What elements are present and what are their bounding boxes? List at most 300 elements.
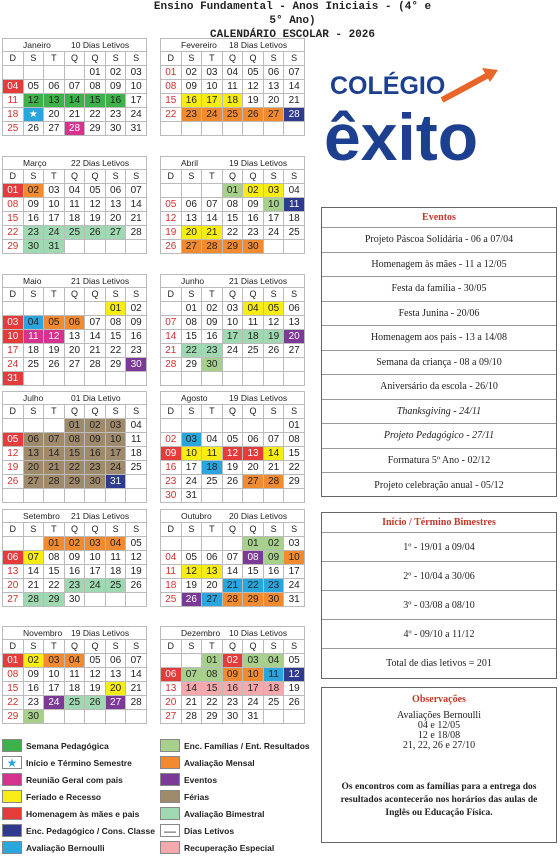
- legend-item: [2, 738, 109, 753]
- legend-item: [2, 772, 123, 787]
- day-cell: [105, 240, 126, 254]
- day-cell: 16: [105, 94, 126, 108]
- day-cell: 13: [105, 198, 126, 212]
- day-cell: 13: [202, 565, 223, 579]
- day-cell: 30: [202, 358, 223, 372]
- month-1: [160, 38, 305, 136]
- day-cell: [44, 372, 65, 386]
- day-cell: 19: [222, 461, 243, 475]
- day-cell: 22: [3, 696, 24, 710]
- month-title: [2, 38, 147, 51]
- day-cell: [161, 419, 182, 433]
- day-cell: 21: [85, 344, 106, 358]
- day-cell: [263, 122, 284, 136]
- day-cell: 27: [181, 240, 202, 254]
- day-cell: 12: [23, 94, 44, 108]
- event-text: Projeto Pedagógico - 27/11: [383, 430, 495, 442]
- day-cell: 30: [85, 475, 106, 489]
- day-cell: 11: [64, 198, 85, 212]
- month-name: Agosto: [181, 393, 208, 403]
- day-cell: 04: [284, 184, 305, 198]
- day-cell: [44, 66, 65, 80]
- day-cell: [202, 419, 223, 433]
- day-cell: 20: [64, 344, 85, 358]
- day-cell: 30: [161, 489, 182, 503]
- day-cell: 11: [3, 94, 24, 108]
- day-cell: 20: [44, 108, 65, 122]
- day-cell: 03: [222, 302, 243, 316]
- legend-swatch: [160, 790, 180, 803]
- observations-title: Observações: [412, 694, 466, 705]
- day-cell: 01: [243, 537, 264, 551]
- observations-panel: [321, 687, 557, 843]
- day-cell: 16: [126, 330, 147, 344]
- month-11: [160, 626, 305, 724]
- day-cell: 22: [284, 461, 305, 475]
- day-cell: [181, 122, 202, 136]
- weekday-header: S: [284, 640, 305, 654]
- day-cell: 14: [85, 330, 106, 344]
- weekday-header: S: [263, 288, 284, 302]
- day-cell: [105, 372, 126, 386]
- day-cell: 20: [284, 330, 305, 344]
- day-cell: [222, 419, 243, 433]
- legend-label: Reunião Geral com pais: [26, 774, 123, 785]
- day-cell: 18: [126, 447, 147, 461]
- day-cell: 04: [64, 654, 85, 668]
- day-cell: [243, 122, 264, 136]
- day-cell: 21: [181, 696, 202, 710]
- day-cell: 20: [105, 212, 126, 226]
- event-text: Projeto Páscoa Solidária - 06 a 07/04: [364, 234, 514, 246]
- day-cell: 15: [105, 330, 126, 344]
- event-text: Homenagem às mães - 11 a 12/05: [371, 258, 507, 270]
- legend-swatch: [160, 807, 180, 820]
- day-cell: 07: [202, 198, 223, 212]
- day-cell: 26: [222, 475, 243, 489]
- day-cell: 07: [64, 80, 85, 94]
- day-cell: 09: [23, 668, 44, 682]
- month-name: Janeiro: [23, 40, 51, 50]
- day-cell: 08: [64, 433, 85, 447]
- day-cell: 12: [243, 80, 264, 94]
- day-cell: 07: [126, 654, 147, 668]
- legend-swatch: [160, 773, 180, 786]
- day-cell: 03: [243, 654, 264, 668]
- weekday-header: T: [202, 170, 223, 184]
- day-cell: 26: [243, 108, 264, 122]
- day-cell: 23: [105, 108, 126, 122]
- day-cell: 25: [23, 358, 44, 372]
- weekday-header: D: [161, 52, 182, 66]
- day-cell: 17: [263, 212, 284, 226]
- day-cell: 14: [126, 198, 147, 212]
- weekday-header: Q: [222, 523, 243, 537]
- legend-swatch: [160, 841, 180, 854]
- weekday-header: S: [126, 170, 147, 184]
- day-cell: 16: [85, 447, 106, 461]
- day-cell: 08: [243, 551, 264, 565]
- day-cell: 29: [284, 475, 305, 489]
- day-cell: 10: [222, 316, 243, 330]
- day-cell: 06: [243, 433, 264, 447]
- month-5: [160, 274, 305, 386]
- star-icon: ★: [2, 756, 22, 769]
- day-cell: 04: [243, 302, 264, 316]
- weekday-header: T: [202, 405, 223, 419]
- event-item: [322, 253, 556, 278]
- weekday-header: S: [284, 523, 305, 537]
- day-cell: [202, 489, 223, 503]
- day-cell: 30: [126, 358, 147, 372]
- school-logo: [322, 64, 556, 180]
- day-cell: 25: [284, 226, 305, 240]
- day-cell: 07: [23, 551, 44, 565]
- weekday-header: S: [263, 523, 284, 537]
- day-cell: 07: [126, 184, 147, 198]
- day-cell: 08: [222, 198, 243, 212]
- month-title: [160, 391, 305, 404]
- month-3: [160, 156, 305, 254]
- weekday-header: S: [23, 405, 44, 419]
- day-cell: [202, 184, 223, 198]
- event-item: [322, 424, 556, 449]
- day-cell: 08: [161, 80, 182, 94]
- day-cell: [243, 358, 264, 372]
- day-cell: 08: [284, 433, 305, 447]
- day-cell: 25: [263, 696, 284, 710]
- day-cell: 27: [23, 475, 44, 489]
- day-cell: [85, 240, 106, 254]
- day-cell: 28: [181, 710, 202, 724]
- day-cell: [64, 302, 85, 316]
- day-cell: 07: [222, 551, 243, 565]
- day-cell: 04: [3, 80, 24, 94]
- day-cell: 08: [105, 316, 126, 330]
- day-cell: 22: [243, 579, 264, 593]
- month-name: Outubro: [181, 511, 212, 521]
- day-cell: 14: [126, 668, 147, 682]
- day-cell: 10: [126, 80, 147, 94]
- day-cell: 18: [284, 212, 305, 226]
- bimestre-text: Total de dias letivos = 201: [386, 658, 492, 669]
- day-cell: 02: [161, 433, 182, 447]
- day-cell: 02: [64, 537, 85, 551]
- bimestres-list: [322, 533, 556, 678]
- day-cell: 24: [126, 108, 147, 122]
- day-cell: [85, 372, 106, 386]
- day-cell: 16: [222, 682, 243, 696]
- day-cell: [161, 537, 182, 551]
- day-cell: 10: [263, 198, 284, 212]
- day-cell: 14: [284, 80, 305, 94]
- day-cell: [3, 489, 24, 503]
- day-cell: 19: [243, 94, 264, 108]
- day-cell: 12: [181, 565, 202, 579]
- month-letivos: 19 Dias Letivos: [229, 158, 288, 168]
- day-cell: 28: [44, 475, 65, 489]
- day-cell: 28: [85, 358, 106, 372]
- events-title: Eventos: [322, 208, 556, 228]
- month-name: Junho: [181, 276, 205, 286]
- day-cell: 11: [263, 668, 284, 682]
- day-cell: 03: [263, 184, 284, 198]
- day-cell: 06: [181, 198, 202, 212]
- day-cell: [202, 372, 223, 386]
- day-cell: 08: [181, 316, 202, 330]
- day-cell: 04: [222, 66, 243, 80]
- weekday-header: Q: [222, 52, 243, 66]
- event-item: [322, 228, 556, 253]
- month-name: Março: [23, 158, 47, 168]
- day-cell: 15: [85, 94, 106, 108]
- legend-item: [160, 806, 264, 821]
- day-cell: 23: [222, 696, 243, 710]
- observation-line: Avaliações Bernoulli: [397, 710, 481, 721]
- day-cell: 01: [85, 66, 106, 80]
- day-cell: 13: [243, 447, 264, 461]
- day-cell: 25: [64, 226, 85, 240]
- day-cell: 27: [64, 358, 85, 372]
- day-cell: 06: [263, 66, 284, 80]
- legend-item: [160, 738, 310, 753]
- event-item: [322, 351, 556, 376]
- day-cell: 12: [284, 668, 305, 682]
- day-cell: 02: [105, 66, 126, 80]
- day-cell: 08: [85, 80, 106, 94]
- day-cell: 15: [44, 565, 65, 579]
- day-cell: 15: [3, 682, 24, 696]
- day-cell: [126, 240, 147, 254]
- events-panel: [321, 207, 557, 497]
- day-cell: [284, 710, 305, 724]
- weekday-header: Q: [243, 523, 264, 537]
- day-cell: 09: [161, 447, 182, 461]
- day-cell: 03: [3, 316, 24, 330]
- day-cell: 08: [202, 668, 223, 682]
- day-cell: 28: [263, 475, 284, 489]
- day-cell: 30: [23, 240, 44, 254]
- month-letivos: 19 Dias Letivos: [229, 393, 288, 403]
- day-cell: 29: [181, 358, 202, 372]
- day-cell: [3, 537, 24, 551]
- legend-item: [160, 823, 234, 838]
- day-cell: 07: [85, 316, 106, 330]
- day-cell: 31: [243, 710, 264, 724]
- day-cell: [284, 358, 305, 372]
- day-cell: 15: [284, 447, 305, 461]
- day-cell: [23, 537, 44, 551]
- day-cell: 15: [222, 212, 243, 226]
- day-cell: [85, 593, 106, 607]
- day-cell: [126, 593, 147, 607]
- day-cell: 30: [64, 593, 85, 607]
- weekday-header: D: [161, 405, 182, 419]
- day-cell: 17: [126, 94, 147, 108]
- day-cell: [161, 302, 182, 316]
- day-cell: [44, 710, 65, 724]
- day-cell: 29: [44, 593, 65, 607]
- weekday-header: S: [23, 523, 44, 537]
- day-cell: 10: [3, 330, 24, 344]
- weekday-header: S: [284, 52, 305, 66]
- day-cell: 16: [243, 212, 264, 226]
- day-cell: [3, 419, 24, 433]
- day-cell: 08: [3, 198, 24, 212]
- event-item: [322, 400, 556, 425]
- day-cell: 05: [284, 654, 305, 668]
- weekday-header: Q: [64, 523, 85, 537]
- day-cell: 01: [161, 66, 182, 80]
- day-cell: 24: [243, 696, 264, 710]
- weekday-header: D: [3, 52, 24, 66]
- day-cell: [181, 419, 202, 433]
- weekday-header: T: [44, 405, 65, 419]
- day-cell: [23, 372, 44, 386]
- day-cell: 18: [202, 461, 223, 475]
- day-cell: [263, 419, 284, 433]
- weekday-header: S: [181, 52, 202, 66]
- weekday-header: S: [284, 405, 305, 419]
- day-cell: 10: [44, 668, 65, 682]
- day-cell: 23: [23, 226, 44, 240]
- day-cell: 05: [161, 198, 182, 212]
- day-cell: 28: [126, 696, 147, 710]
- day-cell: 05: [85, 184, 106, 198]
- legend-item: [160, 755, 255, 770]
- day-cell: 21: [284, 94, 305, 108]
- month-name: Novembro: [23, 628, 63, 638]
- day-cell: 10: [105, 433, 126, 447]
- day-cell: 23: [263, 579, 284, 593]
- weekday-header: Q: [243, 52, 264, 66]
- day-cell: 11: [105, 551, 126, 565]
- day-cell: 23: [161, 475, 182, 489]
- day-cell: 12: [85, 198, 106, 212]
- day-cell: 14: [44, 447, 65, 461]
- month-title: [2, 509, 147, 522]
- weekday-header: Q: [222, 405, 243, 419]
- day-cell: 01: [64, 419, 85, 433]
- day-cell: 23: [23, 696, 44, 710]
- day-cell: 29: [222, 240, 243, 254]
- day-cell: 16: [64, 565, 85, 579]
- weekday-header: D: [3, 523, 24, 537]
- day-cell: [105, 489, 126, 503]
- month-name: Maio: [23, 276, 42, 286]
- day-cell: 24: [44, 696, 65, 710]
- day-cell: 28: [284, 108, 305, 122]
- day-cell: 26: [85, 226, 106, 240]
- day-cell: 11: [64, 668, 85, 682]
- day-cell: 06: [105, 654, 126, 668]
- weekday-header: S: [284, 288, 305, 302]
- day-cell: [243, 372, 264, 386]
- weekday-header: Q: [85, 405, 106, 419]
- month-letivos: 18 Dias Letivos: [229, 40, 288, 50]
- day-cell: 21: [44, 461, 65, 475]
- day-cell: 24: [44, 226, 65, 240]
- month-name: Julho: [23, 393, 44, 403]
- month-letivos: 22 Dias Letivos: [71, 158, 130, 168]
- day-cell: 01: [202, 654, 223, 668]
- legend-item: [2, 789, 101, 804]
- day-cell: [161, 654, 182, 668]
- day-cell: 23: [126, 344, 147, 358]
- legend-label: Feriado e Recesso: [26, 791, 102, 802]
- bimestre-text: 4º - 09/10 a 11/12: [403, 628, 475, 640]
- weekday-header: T: [202, 288, 223, 302]
- weekday-header: S: [181, 640, 202, 654]
- day-cell: 23: [85, 461, 106, 475]
- legend-label: Homenagem às mães e pais: [26, 808, 140, 819]
- day-cell: 09: [243, 198, 264, 212]
- day-cell: 12: [3, 447, 24, 461]
- day-cell: [222, 537, 243, 551]
- day-cell: 09: [64, 551, 85, 565]
- weekday-header: S: [263, 405, 284, 419]
- day-cell: [181, 537, 202, 551]
- day-cell: 28: [222, 593, 243, 607]
- day-cell: 17: [44, 212, 65, 226]
- weekday-header: Q: [64, 52, 85, 66]
- observation-line: 12 e 18/08: [417, 730, 461, 741]
- month-title: [160, 509, 305, 522]
- legend-label: Avaliação Bimestral: [184, 808, 265, 819]
- weekday-header: S: [284, 170, 305, 184]
- day-cell: 04: [202, 433, 223, 447]
- day-cell: 16: [161, 461, 182, 475]
- day-cell: [44, 302, 65, 316]
- day-cell: 30: [222, 710, 243, 724]
- month-title: [160, 156, 305, 169]
- weekday-header: S: [105, 640, 126, 654]
- day-cell: 11: [202, 447, 223, 461]
- day-cell: 29: [64, 475, 85, 489]
- weekday-header: S: [263, 52, 284, 66]
- day-cell: 21: [222, 579, 243, 593]
- weekday-header: D: [161, 170, 182, 184]
- bimestre-text: 2º - 10/04 a 30/06: [403, 570, 475, 582]
- weekday-header: S: [105, 523, 126, 537]
- day-cell: 31: [284, 593, 305, 607]
- weekday-header: S: [181, 405, 202, 419]
- day-cell: 15: [202, 682, 223, 696]
- day-cell: [23, 489, 44, 503]
- bimestre-item: [322, 562, 556, 591]
- day-cell: 29: [202, 710, 223, 724]
- day-cell: 10: [181, 447, 202, 461]
- day-cell: 25: [202, 475, 223, 489]
- day-cell: 22: [181, 344, 202, 358]
- day-cell: 13: [263, 80, 284, 94]
- legend-swatch: [2, 824, 22, 837]
- day-cell: 18: [64, 212, 85, 226]
- day-cell: 09: [105, 80, 126, 94]
- event-text: Projeto celebração anual - 05/12: [374, 479, 504, 491]
- event-text: Formatura 5º Ano - 02/12: [387, 454, 491, 466]
- day-cell: 16: [23, 682, 44, 696]
- day-cell: [64, 66, 85, 80]
- day-cell: 19: [85, 682, 106, 696]
- day-cell: 22: [3, 226, 24, 240]
- legend: [2, 738, 310, 858]
- day-cell: 12: [222, 447, 243, 461]
- day-cell: 25: [105, 579, 126, 593]
- day-cell: 27: [3, 593, 24, 607]
- day-cell: 19: [126, 565, 147, 579]
- legend-label: Início e Término Semestre: [26, 757, 132, 768]
